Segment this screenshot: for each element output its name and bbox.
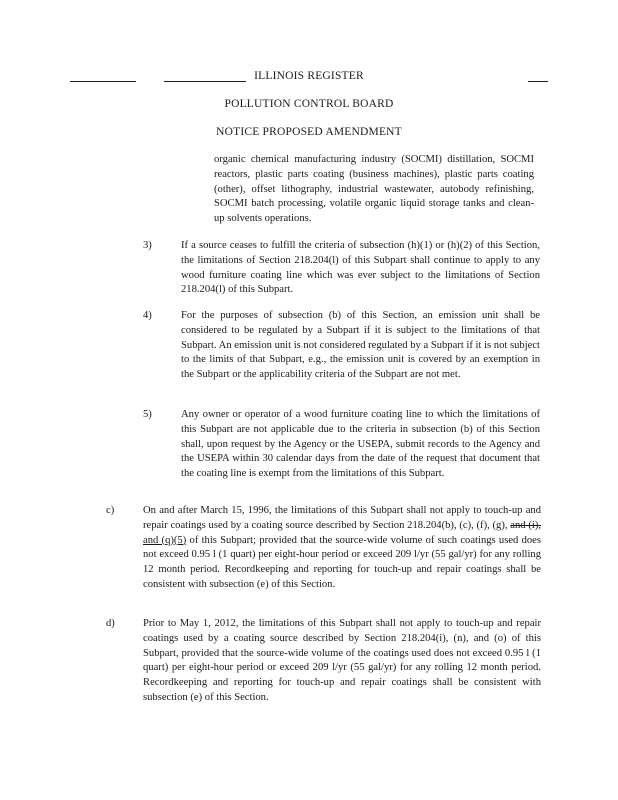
item-5-number: 5) [143, 409, 152, 420]
section-c-inserted-text: and (q)(5) [143, 534, 187, 546]
item-4-number: 4) [143, 310, 152, 321]
section-d-text: Prior to May 1, 2012, the limitations of this Subpart shall not apply to touch-up and repair coatings used by a coating source described by Section 218.204(i), (n), and (o) of this Subpart, provided that the source-wide volume of the coatings used does not exceed 0.95 l (1 quart) per eight-hour period or exceed 209 l/yr (55 gal/yr) for any rolling 12 month period. Recordkeeping and reporting for touch-up and repair coatings shall be consistent with subsection (e) of this Section. [143, 618, 541, 703]
board-title: POLLUTION CONTROL BOARD [224, 98, 394, 110]
section-c-text-a: On and after March 15, 1996, the limitations of this Subpart shall not apply to touch-up and repair coatings used by a coating source described by Section 218.204(b), (c), (f), (g), [143, 505, 541, 531]
item-4-text: For the purposes of subsection (b) of this Section, an emission unit shall be considered to be regulated by a Subpart if it is subject to the limitations of that Subpart. An emission unit is not considered regulated by a Subpart if it is not subject to the limits of that Subpart, e.g., the emission unit is covered by an exemption in the Subpart or the applicability criteria of the Subpart are not met. [181, 310, 540, 381]
section-c-text [143, 504, 541, 593]
item-3-text: If a source ceases to fulfill the criteria of subsection (h)(1) or (h)(2) of this Section, the limitations of Section 218.204(l) of this Subpart shall continue to apply to any wood furniture coating line which was ever subject to the limitations of Section 218.204(l) of this Subpart. [181, 240, 540, 296]
item-5-text: Any owner or operator of a wood furniture coating line to which the limitations of this Subpart are not applicable due to the criteria in subsection (b) of this Section shall, upon request by the Agency or the USEPA, submit records to the Agency and the USEPA within 30 calendar days from the date of the request that document that the coating line is exempt from the limitations of this Subpart. [181, 409, 540, 480]
notice-title: NOTICE PROPOSED AMENDMENT [216, 126, 402, 138]
section-c-struck-text: and (i), [510, 519, 542, 531]
continuation-paragraph: organic chemical manufacturing industry (SOCMI) distillation, SOCMI reactors, plastic parts coating (business machines), plastic parts coating (other), offset lithography, industrial wastewater, autobody refinishing, SOCMI batch processing, volatile organic liquid storage tanks and clean-up solvents operations. [214, 154, 534, 225]
section-d-letter: d) [106, 618, 115, 629]
section-c-text-c: of this Subpart; provided that the source-wide volume of such coatings used does not exceed 0.95 l (1 quart) per eight-hour period or exceed 209 l/yr (55 gal/yr) for any rolling 12 month period. Recordkeeping and reporting for touch-up and repair coatings shall be consistent with subsection (e) of this Section. [143, 534, 542, 590]
item-3-number: 3) [143, 240, 152, 251]
register-title: ILLINOIS REGISTER [254, 70, 364, 82]
section-c-letter: c) [106, 505, 115, 516]
